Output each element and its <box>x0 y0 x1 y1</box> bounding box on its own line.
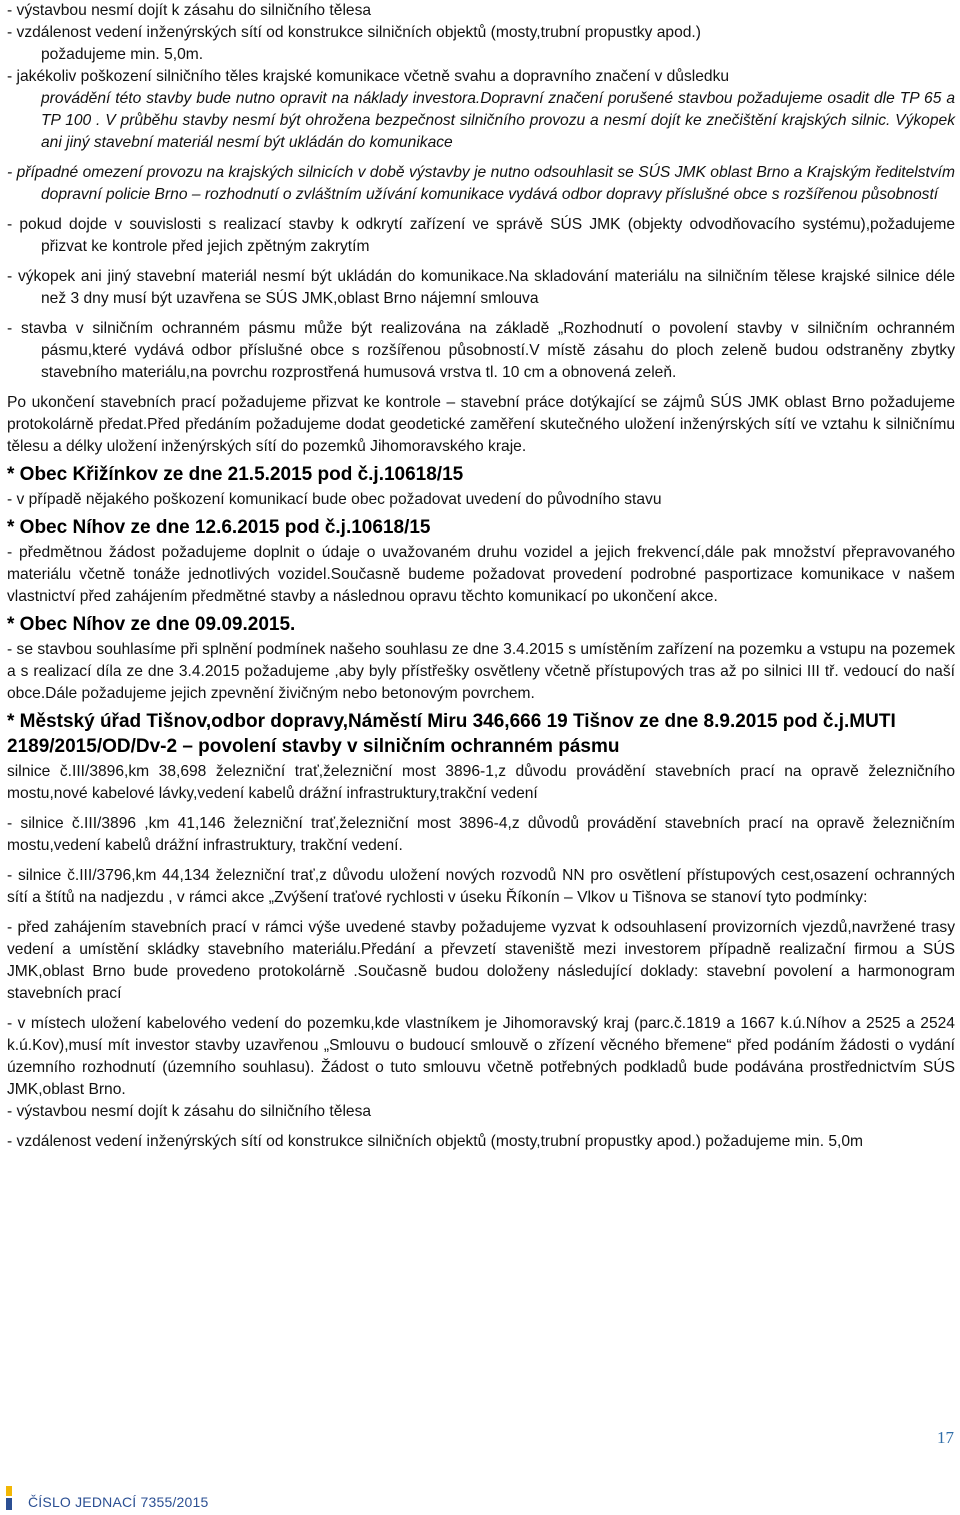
paragraph-8: - výkopek ani jiný stavební materiál nesmí být ukládán do komunikace.Na skladování materiálu na silničním tělese krajské silnice déle než 3 dny musí být uzavřena se SÚS JMK,oblast Brno nájemní smlouva <box>7 268 955 307</box>
paragraph-1: - výstavbou nesmí dojít k zásahu do silničního tělesa <box>7 2 372 19</box>
paragraph-6 <box>7 162 955 206</box>
paragraph-9: - stavba v silničním ochranném pásmu může být realizována na základě „Rozhodnutí o povolení stavby v silničním ochranném pásmu,které vydává odbor příslušné obce s rozšířenou působností.V místě zásahu do ploch zeleně budou odstraněny zbytky stavebního materiálu,na povrchu rozprostřená humusová vrstva tl. 10 cm a obnovená zeleň. <box>7 320 955 381</box>
paragraph-10: Po ukončení stavebních prací požadujeme přizvat ke kontrole – stavební práce dotýkající se zájmů SÚS JMK oblast Brno požadujeme protokolárně předat.Před předáním požadujeme dodat geodetické zaměření skutečného uložení inženýrských sítí ve vztahu k silničnímu tělesu a délky uložení inženýrských sítí do pozemků Jihomoravského kraje. <box>7 394 955 455</box>
paragraph-13: - se stavbou souhlasíme při splnění podmínek našeho souhlasu ze dne 3.4.2015 s umístěním zařízení na pozemku a vstupu na pozemek a s realizací díla ze dne 3.4.2015 požadujeme ,aby byly přístřešky osvětleny včetně přístupových tras až po silnici III tř. vedoucí do naší obce.Dále požadujeme jejich zpevnění živičným nebo betonovým povrchem. <box>7 641 955 702</box>
paragraph-15: - silnice č.III/3896 ,km 41,146 železniční trať,železniční most 3896-4,z důvodů provádění stavebních prací na opravě železničním mostu,vedení kabelů drážní infrastruktury, trakční vedení. <box>7 815 955 854</box>
paragraph-14: silnice č.III/3896,km 38,698 železniční trať,železniční most 3896-1,z důvodu provádění stavebních prací na opravě železničního mostu,nové kabelové lávky,vedení kabelů drážní infrastruktury,trakční vedení <box>7 763 955 802</box>
document-body <box>7 0 955 1153</box>
reference-number: ČÍSLO JEDNACÍ 7355/2015 <box>28 1494 209 1510</box>
paragraph-11: - v případě nějakého poškození komunikací bude obec požadovat uvedení do původního stavu <box>7 491 662 508</box>
logo-icon <box>6 1486 16 1510</box>
section-heading-nihov-1: * Obec Níhov ze dne 12.6.2015 pod č.j.10618/15 <box>7 517 431 538</box>
paragraph-3: požadujeme min. 5,0m. <box>41 46 204 63</box>
section-heading-krizinkov: * Obec Křižínkov ze dne 21.5.2015 pod č.j.10618/15 <box>7 464 464 485</box>
paragraph-2: - vzdálenost vedení inženýrských sítí od konstrukce silničních objektů (mosty,trubní propustky apod.) <box>7 24 701 41</box>
paragraph-17: - před zahájením stavebních prací v rámci výše uvedené stavby požadujeme vyzvat k odsouhlasení provizorních vjezdů,navržené trasy vedení a umístění skládky stavebního materiálu.Předání a převzetí staveniště mezi investorem případně realizační firmou a SÚS JMK,oblast Brno bude provedeno protokolárně .Současně budou doloženy následující doklady: stavební povolení a harmonogram stavebních prací <box>7 919 955 1002</box>
section-heading-nihov-2: * Obec Níhov ze dne 09.09.2015. <box>7 614 296 635</box>
paragraph-18: - v místech uložení kabelového vedení do pozemku,kde vlastníkem je Jihomoravský kraj (parc.č.1819 a 1667 k.ú.Níhov a 2525 a 2524 k.ú.Kov),musí mít investor stavby uzavřenou „Smlouvu o budoucí smlouvě o zřízení věcného břemene“ před podáním žádosti o vydání územního rozhodnutí (územního souhlasu). Žádost o tuto smlouvu včetně potřebných podkladů bude podávána prostřednictvím SÚS JMK,oblast Brno. <box>7 1015 955 1098</box>
footer <box>6 1486 306 1514</box>
paragraph-16: - silnice č.III/3796,km 44,134 železniční trať,z důvodu uložení nových rozvodů NN pro osvětlení přístupových cest,osazení ochranných sítí a štítů na nadjezdu , v rámci akce „Zvýšení traťové rychlosti v úseku Říkonín – Vlkov u Tišnova se stanoví tyto podmínky: <box>7 867 955 906</box>
paragraph-6-text: - případné omezení provozu na krajských silnicích v době výstavby je nutno odsouhlasit se SÚS JMK oblast Brno a Krajským ředitelstvím dopravní policie Brno – rozhodnutí o zvláštním užívání komunikace vydává odbor dopravy příslušné obce s rozšířenou působností <box>7 164 955 203</box>
paragraph-19: - výstavbou nesmí dojít k zásahu do silničního tělesa <box>7 1103 372 1120</box>
section-heading-tisnov: * Městský úřad Tišnov,odbor dopravy,Náměstí Miru 346,666 19 Tišnov ze dne 8.9.2015 pod č.j.MUTI 2189/2015/OD/Dv-2 – povolení stavby v silničním ochranném pásmu <box>7 711 896 757</box>
page-number: 17 <box>937 1428 954 1447</box>
paragraph-7: - pokud dojde v souvislosti s realizací stavby k odkrytí zařízení ve správě SÚS JMK (objekty odvodňovacího systému),požadujeme přizvat ke kontrole před jejich zpětným zakrytím <box>7 216 955 255</box>
paragraph-4: - jakékoliv poškození silničního těles krajské komunikace včetně svahu a dopravního značení v důsledku <box>7 68 730 85</box>
paragraph-20: - vzdálenost vedení inženýrských sítí od konstrukce silničních objektů (mosty,trubní propustky apod.) požadujeme min. 5,0m <box>7 1133 864 1150</box>
paragraph-12: - předmětnou žádost požadujeme doplnit o údaje o uvažovaném druhu vozidel a jejich frekvencí,dále pak množství přepravovaného materiálu včetně tonáže jednotlivých vozidel.Současně budeme požadovat provedení podrobné pasportizace komunikace v našem vlastnictví před zahájením předmětné stavby a následnou opravu těchto komunikací po ukončení akce. <box>7 544 955 605</box>
paragraph-5: provádění této stavby bude nutno opravit na náklady investora.Dopravní značení porušené stavbou požadujeme osadit dle TP 65 a TP 100 . V průběhu stavby nesmí být ohrožena bezpečnost silničního provozu a nesmí dojít ke znečištění krajských silnic. Výkopek ani jiný stavební materiál nesmí být ukládán do komunikace <box>41 90 955 151</box>
